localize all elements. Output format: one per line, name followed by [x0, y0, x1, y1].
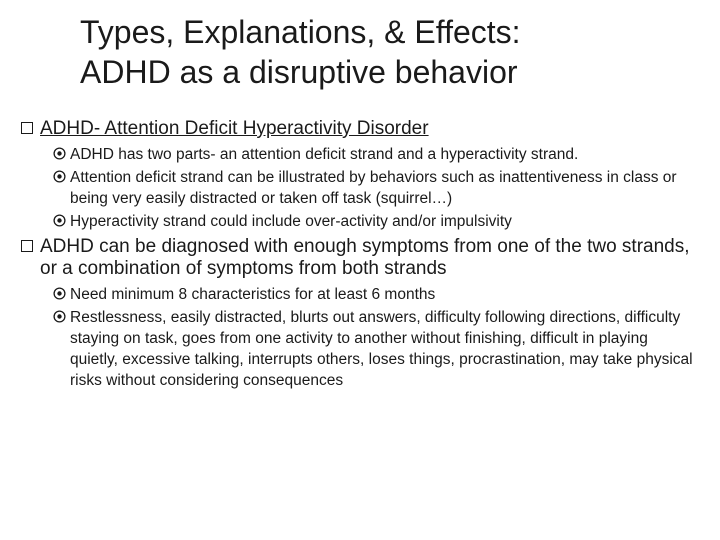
sub-bullet-text: ADHD has two parts- an attention deficit strand and a hyperactivity strand. [70, 146, 579, 163]
sub-bullet-two-parts [20, 144, 700, 165]
sub-bullet-minimum-characteristics [20, 284, 700, 305]
circled-dot-bullet-icon [53, 287, 66, 300]
bullet-diagnosis [20, 236, 700, 280]
title-line-1: Types, Explanations, & Effects: [80, 14, 521, 50]
sub-bullet-symptoms [20, 307, 700, 391]
circled-dot-bullet-icon [53, 214, 66, 227]
sub-bullet-text: Restlessness, easily distracted, blurts out answers, difficulty following directions, difficulty staying on task, goes from one activity to another without finishing, difficult in playing quietly, excessive talking, interrupts others, loses things, procrastination, may take physical risks without considering consequences [70, 309, 693, 389]
sub-bullet-text: Attention deficit strand can be illustrated by behaviors such as inattentiveness in class or being very easily distracted or taken off task (squirrel…) [70, 169, 677, 207]
bullet-text: ADHD can be diagnosed with enough symptoms from one of the two strands, or a combination of symptoms from both strands [40, 236, 690, 279]
circled-dot-bullet-icon [53, 147, 66, 160]
sub-bullet-attention-deficit [20, 167, 700, 209]
square-bullet-icon [21, 122, 33, 134]
bullet-adhd-definition [20, 118, 700, 140]
bullet-list [20, 118, 700, 391]
bullet-text: ADHD- Attention Deficit Hyperactivity Disorder [40, 118, 429, 139]
slide-title [80, 12, 700, 92]
sub-bullet-text: Hyperactivity strand could include over-activity and/or impulsivity [70, 213, 512, 230]
circled-dot-bullet-icon [53, 310, 66, 323]
sub-bullet-text: Need minimum 8 characteristics for at least 6 months [70, 286, 436, 303]
square-bullet-icon [21, 240, 33, 252]
circled-dot-bullet-icon [53, 170, 66, 183]
sub-bullet-hyperactivity [20, 211, 700, 232]
title-line-2: ADHD as a disruptive behavior [80, 54, 518, 90]
